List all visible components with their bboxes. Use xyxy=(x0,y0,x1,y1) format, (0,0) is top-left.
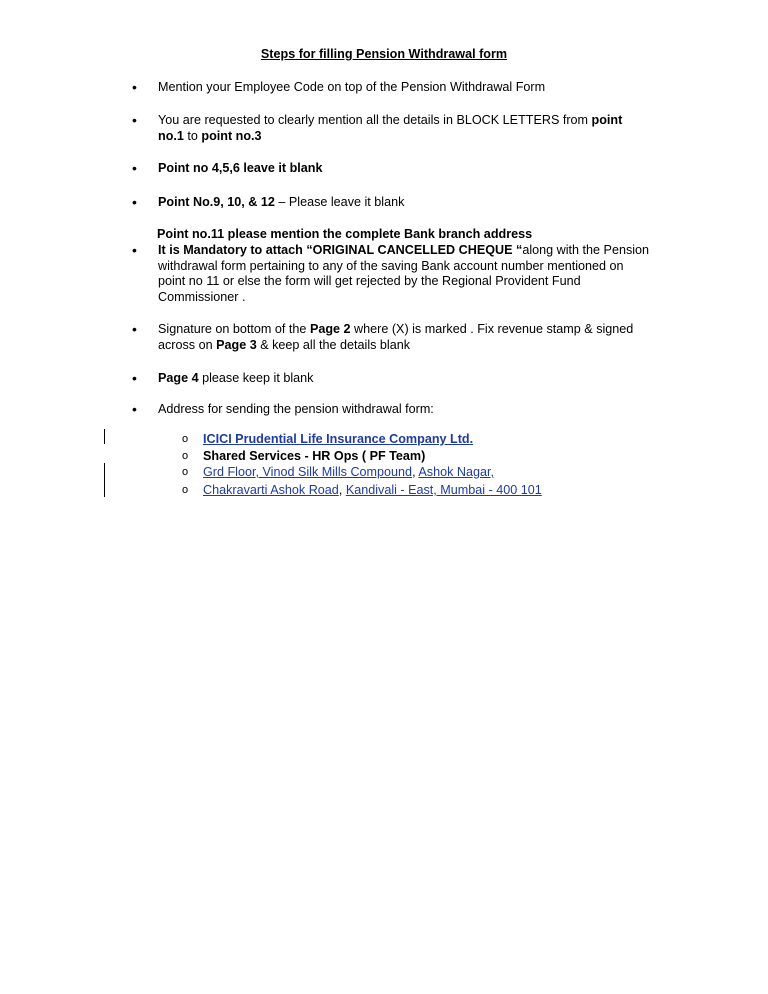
step-text: – Please leave it blank xyxy=(274,195,405,209)
bullet-icon: • xyxy=(132,79,137,95)
change-bar xyxy=(104,429,105,444)
step-bold: point no.1 xyxy=(158,113,623,143)
bullet-icon: • xyxy=(132,242,137,258)
step-text: Mention your Employee Code on top of the Pension Withdrawal Form xyxy=(158,80,546,94)
area-link[interactable]: Ashok Nagar, xyxy=(418,465,494,479)
step-cancelled-cheque xyxy=(132,242,653,305)
step-page-4 xyxy=(132,370,658,387)
step-text: & keep all the details blank xyxy=(256,337,411,352)
step-bold: Point no 4,5,6 leave it blank xyxy=(158,161,323,175)
step-point-11 xyxy=(157,227,657,243)
comma-text: , xyxy=(412,465,419,479)
step-bold: Page 4 xyxy=(158,371,199,385)
page-title: Steps for filling Pension Withdrawal form xyxy=(260,47,508,61)
bullet-icon: • xyxy=(132,194,137,210)
address-line-company xyxy=(182,432,603,448)
step-text: along with the Pension withdrawal form pertaining to any of the saving Bank account number mentioned on point no 11 or else the form will get rejected by the Regional Provident Fund Commissioner . xyxy=(158,243,650,304)
department-text: Shared Services - HR Ops ( PF Team) xyxy=(203,449,426,463)
address-line-road xyxy=(182,483,603,499)
road-link[interactable]: Chakravarti Ashok Road xyxy=(203,483,339,497)
bullet-icon: • xyxy=(132,401,137,417)
circle-bullet-icon: o xyxy=(182,433,189,445)
step-bold: Point no.11 please mention the complete Bank branch address xyxy=(157,227,533,241)
bullet-icon: • xyxy=(132,370,137,386)
company-link[interactable]: ICICI Prudential Life Insurance Company Ltd. xyxy=(203,432,474,446)
step-text: Address for sending the pension withdrawal form: xyxy=(158,402,434,416)
step-address-heading xyxy=(132,401,658,418)
circle-bullet-icon: o xyxy=(182,466,189,478)
change-bar xyxy=(104,463,105,497)
step-text: to xyxy=(183,128,202,143)
address-line-floor xyxy=(182,465,603,481)
bullet-icon: • xyxy=(132,112,137,128)
step-bold: point no.3 xyxy=(201,128,262,143)
address-line-department xyxy=(182,449,603,465)
city-link[interactable]: Kandivali - East, Mumbai - 400 101 xyxy=(345,483,542,497)
step-text: Signature on bottom of the xyxy=(158,322,310,336)
step-employee-code xyxy=(132,79,658,96)
floor-link[interactable]: Grd Floor, Vinod Silk Mills Compound xyxy=(203,465,413,479)
step-block-letters xyxy=(132,112,638,144)
step-text: where (X) is marked . Fix revenue stamp & signed across on xyxy=(158,322,634,352)
bullet-icon: • xyxy=(132,321,137,337)
bullet-icon: • xyxy=(132,160,137,176)
step-points-4-5-6 xyxy=(132,160,658,177)
step-points-9-10-12 xyxy=(132,194,658,211)
step-bold: Page 3 xyxy=(216,337,257,352)
circle-bullet-icon: o xyxy=(182,484,189,496)
circle-bullet-icon: o xyxy=(182,450,189,462)
step-text: please keep it blank xyxy=(198,371,314,385)
comma-text: , xyxy=(338,483,346,497)
step-bold: Point No.9, 10, & 12 xyxy=(158,195,275,209)
step-signature xyxy=(132,321,658,353)
step-text: You are requested to clearly mention all the details in BLOCK LETTERS from xyxy=(158,113,592,127)
step-bold: Page 2 xyxy=(309,322,351,336)
step-bold: It is Mandatory to attach “ORIGINAL CANCELLED CHEQUE “ xyxy=(158,243,523,257)
